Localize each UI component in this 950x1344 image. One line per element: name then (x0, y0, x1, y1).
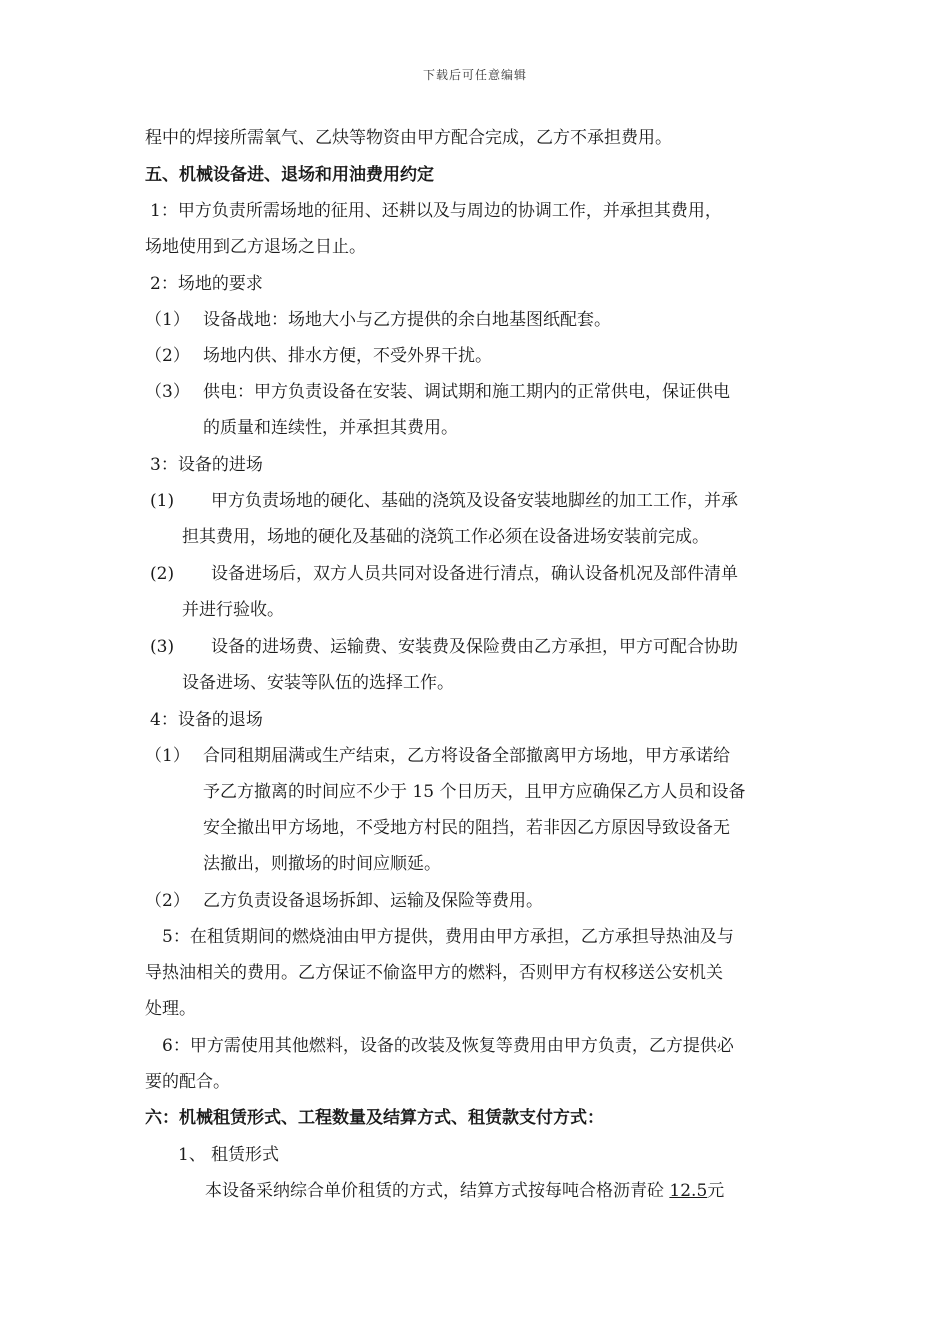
item-text-continued: 法撤出，则撤场的时间应顺延。 (203, 854, 441, 874)
item-text: 设备的进场费、运输费、安装费及保险费由乙方承担，甲方可配合协助 (211, 637, 738, 657)
item-text: 甲方负责场地的硬化、基础的浇筑及设备安装地脚丝的加工工作，并承 (211, 491, 738, 511)
header-watermark: 下载后可任意编辑 (422, 68, 527, 82)
item-text-continued: 的质量和连续性，并承担其费用。 (203, 418, 458, 438)
text-line: 6：甲方需使用其他燃料，设备的改装及恢复等费用由甲方负责，乙方提供必 (162, 1036, 734, 1056)
item-text: 合同租期届满或生产结束，乙方将设备全部撤离甲方场地，甲方承诺给 (203, 746, 730, 766)
item-text-continued: 设备进场、安装等队伍的选择工作。 (182, 673, 454, 693)
text-line: 1：甲方负责所需场地的征用、还耕以及与周边的协调工作，并承担其费用， (150, 201, 722, 221)
text-line: 要的配合。 (145, 1072, 230, 1092)
item-number: 1、 (178, 1145, 206, 1165)
item-text: 租赁形式 (211, 1145, 279, 1165)
item-text-continued: 并进行验收。 (182, 600, 284, 620)
item-number: （2） (145, 346, 190, 366)
unit-price: 12.5 (669, 1181, 708, 1201)
sub-heading-2: 2：场地的要求 (150, 274, 263, 294)
item-text: 设备战地：场地大小与乙方提供的余白地基图纸配套。 (203, 310, 611, 330)
item-text-continued: 予乙方撤离的时间应不少于 15 个日历天，且甲方应确保乙方人员和设备 (203, 782, 746, 802)
text-segment: 本设备采纳综合单价租赁的方式，结算方式按每吨合格沥青砼 (205, 1181, 664, 1201)
sub-heading-4: 4：设备的退场 (150, 710, 263, 730)
item-text: 场地内供、排水方便，不受外界干扰。 (203, 346, 492, 366)
item-text-continued: 安全撤出甲方场地，不受地方村民的阻挡，若非因乙方原因导致设备无 (203, 818, 730, 838)
item-number: （1） (145, 746, 190, 766)
text-line: 导热油相关的费用。乙方保证不偷盗甲方的燃料，否则甲方有权移送公安机关 (145, 963, 723, 983)
section-heading-5: 五、机械设备进、退场和用油费用约定 (145, 165, 434, 185)
item-text: 乙方负责设备退场拆卸、运输及保险等费用。 (203, 891, 543, 911)
item-text: 供电：甲方负责设备在安装、调试期和施工期内的正常供电，保证供电 (203, 382, 730, 402)
sub-heading-3: 3：设备的进场 (150, 455, 263, 475)
item-number: (3) (150, 637, 175, 657)
item-text-continued: 担其费用，场地的硬化及基础的浇筑工作必须在设备进场安装前完成。 (182, 527, 709, 547)
text-line: 处理。 (145, 999, 196, 1019)
section-heading-6: 六：机械租赁形式、工程数量及结算方式、租赁款支付方式： (145, 1108, 604, 1128)
text-segment: 元 (707, 1181, 725, 1201)
text-line: 场地使用到乙方退场之日止。 (145, 237, 366, 257)
item-number: (1) (150, 491, 175, 511)
item-number: （1） (145, 310, 190, 330)
item-number: （2） (145, 891, 190, 911)
text-line: 程中的焊接所需氧气、乙炔等物资由甲方配合完成，乙方不承担费用。 (145, 128, 672, 148)
item-text: 设备进场后，双方人员共同对设备进行清点，确认设备机况及部件清单 (211, 564, 738, 584)
text-line (205, 1180, 724, 1202)
item-number: (2) (150, 564, 175, 584)
text-line: 5：在租赁期间的燃烧油由甲方提供，费用由甲方承担，乙方承担导热油及与 (162, 927, 734, 947)
item-number: （3） (145, 382, 190, 402)
